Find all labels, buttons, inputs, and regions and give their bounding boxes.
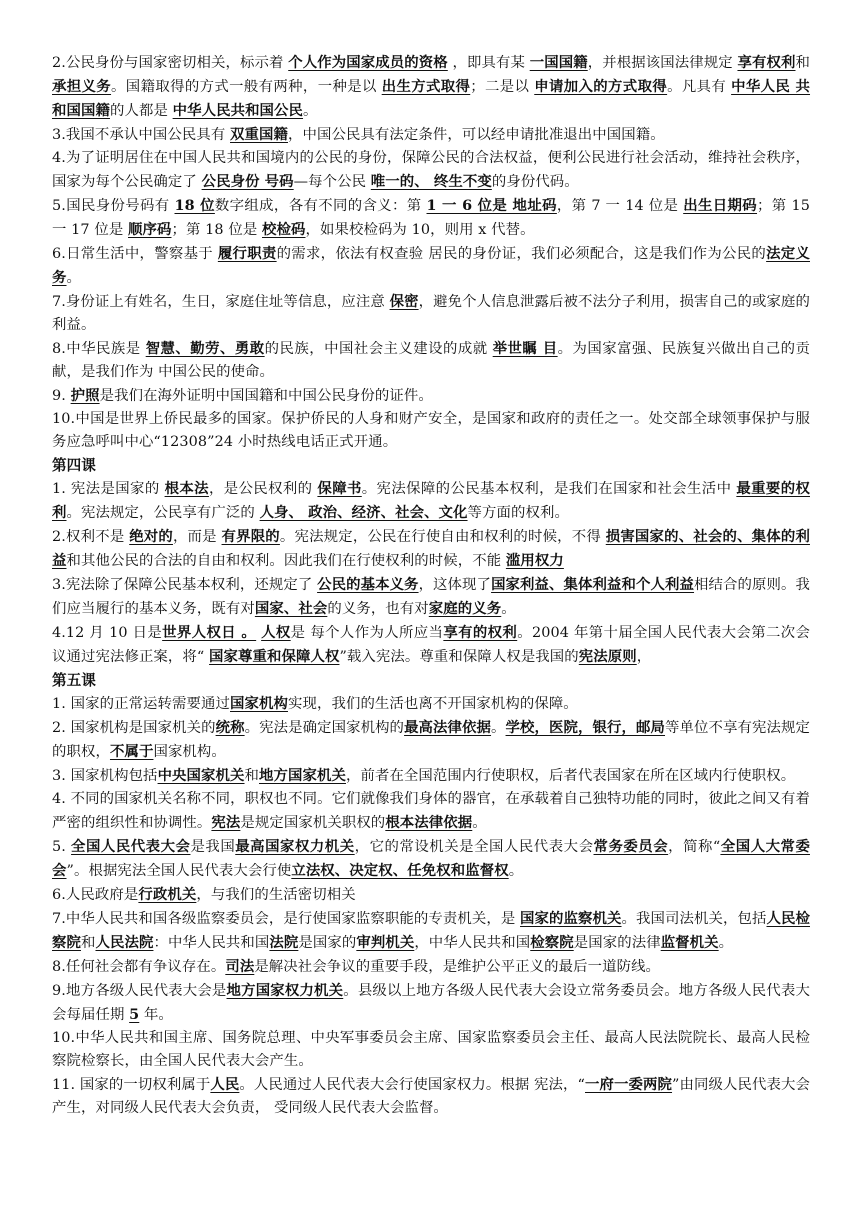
text-run: 。	[66, 270, 81, 286]
text-run: ，中华人民共和国	[414, 935, 531, 951]
text-run: ，与我们的生活密切相关	[196, 887, 356, 903]
numbered-paragraph	[52, 408, 810, 454]
text-run: 。宪法规定，公民在行使自由和权利的时候，不得	[279, 529, 606, 545]
text-run: 。	[491, 720, 506, 736]
keyword-underlined: 损害国家的、社会的、集体的利益	[52, 528, 810, 569]
text-run: 3.我国不承认中国公民具有	[52, 127, 231, 143]
keyword-underlined: 履行职责	[217, 245, 277, 262]
keyword-underlined: 申请加入的方式取得	[534, 78, 668, 95]
text-run: ，即具有某	[447, 55, 530, 71]
text-run: ，简称“	[668, 839, 721, 855]
text-run: ，是公民权利的	[208, 481, 318, 497]
text-run: 第五课	[52, 672, 96, 689]
text-run: 1. 宪法是国家的	[52, 481, 165, 497]
text-run: 实现，我们的生活也离不开国家机构的保障。	[287, 696, 578, 712]
numbered-paragraph	[52, 1027, 810, 1073]
text-run: ”载入宪法。尊重和保障人权是我国的	[339, 649, 579, 665]
keyword-underlined: 法定义务	[52, 245, 810, 286]
keyword-underlined: 立法权、决定权、任免权和监督权	[291, 862, 509, 879]
keyword-underlined: 智慧、勤劳、勇敢	[145, 340, 265, 357]
keyword-underlined: 全国人大常委会	[52, 838, 810, 879]
text-run: ”。根据宪法全国人民代表大会行使	[66, 863, 292, 879]
numbered-paragraph	[52, 692, 810, 716]
keyword-underlined: 最重要的权利	[52, 480, 810, 521]
numbered-paragraph	[52, 764, 810, 788]
text-run: 。国籍取得的方式一般有两种，一种是以	[111, 79, 382, 95]
keyword-underlined: 保障书	[317, 480, 362, 497]
text-run: 4.为了证明居住在中国人民共和国境内的公民的身份，保障公民的合法权益，便利公民进行社会活动，维持社会秩序，国家为每个公民确定了	[52, 150, 810, 190]
text-run: ；第 18 位是	[171, 222, 262, 238]
text-run: 1. 国家的正常运转需要通过	[52, 696, 231, 712]
keyword-underlined: 常务委员会	[593, 838, 669, 855]
text-run: 的需求，依法有权查验 居民的身份证，我们必须配合，这是我们作为公民的	[276, 246, 767, 262]
numbered-paragraph	[52, 573, 810, 621]
keyword-underlined: 承担义务	[52, 78, 112, 95]
text-run: 等单位不享有宪法规定的职权，	[52, 720, 810, 760]
keyword-underlined: 中华人民 共和国国籍	[52, 78, 811, 119]
keyword-underlined: 世界人权日 。	[162, 624, 257, 641]
keyword-underlined: 最高法律依据	[404, 719, 492, 736]
numbered-paragraph	[52, 1073, 810, 1120]
numbered-paragraph	[52, 477, 810, 525]
text-run: 。2004 年第十届全国人民代表大会第二次会议通过宪法修正案，将“	[52, 625, 810, 665]
text-run: 9.地方各级人民代表大会是	[52, 983, 227, 999]
text-run: 10.中国是世界上侨民最多的国家。保护侨民的人身和财产安全，是国家和政府的责任之一。处交部全球领事保护与服务应急呼叫中心“12308”24 小时热线电话正式开通。	[52, 411, 810, 450]
text-run: 2. 国家机构是国家机关的	[52, 720, 216, 736]
keyword-underlined: 保密	[389, 293, 419, 310]
keyword-underlined: 宪法原则	[578, 648, 637, 665]
keyword-underlined: 享有的权利	[443, 624, 518, 641]
text-run: 。	[472, 815, 487, 831]
text-run: 4. 不同的国家机关名称不同，职权也不同。它们就像我们身体的器官，在承载着自己独特功能的同时，彼此之间又有着严密的组织性和协调性。	[52, 791, 810, 831]
keyword-underlined: 享有权利	[737, 54, 796, 71]
text-run: 3.宪法除了保障公民基本权利，还规定了	[52, 577, 318, 593]
text-run: 和	[795, 55, 810, 71]
keyword-underlined: 校检码	[262, 221, 306, 238]
text-run: 的义务，也有对	[327, 601, 429, 617]
text-run: 。人民通过人民代表大会行使国家权力。根据 宪法，“	[239, 1077, 586, 1093]
text-run: 。宪法规定，公民享有广泛的	[66, 505, 260, 521]
keyword-underlined: 人权	[261, 624, 291, 641]
text-run: 的身份代码。	[491, 174, 579, 190]
text-run: 11. 国家的一切权利属于	[52, 1077, 211, 1093]
text-run: ，第 7 一 14 位是	[556, 198, 684, 214]
keyword-underlined: 国家、社会	[254, 600, 328, 617]
keyword-underlined: 全国人民代表大会	[71, 838, 191, 855]
text-run: 3. 国家机构包括	[52, 768, 158, 784]
keyword-underlined: 不属于	[109, 743, 154, 760]
text-run: 。	[501, 601, 516, 617]
text-run: 的人都是	[109, 103, 173, 119]
text-run: 。宪法保障的公民基本权利，是我们在国家和社会生活中	[361, 481, 737, 497]
keyword-underlined: 国家机构	[230, 695, 288, 712]
text-run: ，前者在全国范围内行使职权，后者代表国家在所在区域内行使职权。	[345, 768, 796, 784]
text-run: 4.12 月 10 日是	[52, 625, 163, 641]
keyword-underlined: 一府一委两院	[585, 1076, 673, 1093]
section-heading	[52, 454, 810, 477]
text-run: 年。	[139, 1007, 173, 1023]
text-run: 是我国	[190, 839, 236, 855]
text-run: 7.中华人民共和国各级监察委员会，是行使国家监察职能的专责机关，是	[52, 911, 521, 927]
text-run: ，	[636, 649, 652, 665]
text-run: ，避免个人信息泄露后被不法分子利用，损害自己的或家庭的利益。	[52, 294, 811, 333]
text-run: ，如果校检码为 10，则用 x 代替。	[305, 222, 535, 238]
keyword-underlined: 有界限的	[221, 528, 280, 545]
numbered-paragraph	[52, 835, 810, 883]
numbered-paragraph	[52, 955, 810, 979]
numbered-paragraph	[52, 290, 810, 337]
text-run: 。	[718, 935, 734, 951]
text-run: 5.	[52, 839, 72, 855]
numbered-paragraph	[52, 883, 810, 907]
text-run: —每个公民	[293, 174, 371, 190]
numbered-paragraph	[52, 147, 810, 194]
section-heading	[52, 669, 810, 692]
text-run: 数字组成，各有不同的含义：第	[214, 198, 427, 214]
keyword-underlined: 根本法律依据	[385, 814, 473, 831]
text-run: 和	[80, 935, 96, 951]
text-run: 。	[303, 103, 318, 119]
text-run: ，这体现了	[418, 577, 492, 593]
text-run: 相结合的原则。我们应当履行的基本义务，既有对	[52, 577, 811, 617]
keyword-underlined: 人民检察院	[52, 910, 810, 951]
text-run: 8.任何社会都有争议存在。	[52, 959, 226, 975]
text-run: 是解决社会争议的重要手段，是维护公平正义的最后一道防线。	[254, 959, 661, 975]
text-run: 。为国家富强、民族复兴做出自己的贡献，是我们作为 中国公民的使命。	[52, 341, 810, 380]
keyword-underlined: 唯一的、 终生不变	[370, 173, 492, 190]
keyword-underlined: 根本法	[164, 480, 209, 497]
text-run: ，而是	[172, 529, 222, 545]
text-run: ；第 15 一 17 位是	[52, 198, 811, 238]
text-run: 。	[508, 863, 524, 879]
text-run: 7.身份证上有姓名，生日，家庭住址等信息，应注意	[52, 294, 390, 310]
keyword-underlined: 公民身份 号码	[201, 173, 294, 190]
numbered-paragraph	[52, 788, 810, 835]
keyword-underlined: 滥用权力	[505, 552, 564, 569]
keyword-underlined: 统称	[215, 719, 245, 736]
keyword-underlined: 监督机关	[660, 934, 719, 951]
numbered-paragraph	[52, 384, 810, 408]
text-run: 等方面的权利。	[467, 505, 569, 521]
numbered-paragraph	[52, 716, 810, 764]
text-run: 是国家的法律	[573, 935, 661, 951]
keyword-underlined: 家庭的义务	[428, 600, 502, 617]
numbered-paragraph	[52, 51, 810, 123]
text-run: ，并根据该国法律规定	[587, 55, 738, 71]
text-run: 和	[244, 768, 260, 784]
text-run: 。县级以上地方各级人民代表大会设立常务委员会。地方各级人民代表大会每届任期	[52, 983, 810, 1023]
text-run: 第四课	[52, 457, 96, 474]
numbered-paragraph	[52, 242, 810, 290]
keyword-underlined: 人民	[210, 1076, 240, 1093]
keyword-underlined: 地方国家权力机关	[226, 982, 344, 999]
keyword-underlined: 中华人民共和国公民	[172, 102, 304, 119]
text-run: 是国家的	[298, 935, 357, 951]
keyword-underlined: 出生方式取得	[381, 78, 471, 95]
keyword-underlined: 个人作为国家成员的资格	[288, 54, 448, 71]
keyword-underlined: 中央国家机关	[157, 767, 245, 784]
keyword-underlined: 18 位	[174, 197, 215, 214]
keyword-underlined: 顺序码	[128, 221, 172, 238]
numbered-paragraph	[52, 337, 810, 384]
text-run: ：中华人民共和国	[153, 935, 270, 951]
keyword-underlined: 一国国籍	[529, 54, 588, 71]
keyword-underlined: 公民的基本义务	[317, 576, 419, 593]
keyword-underlined: 学校，医院，银行，邮局	[505, 719, 666, 736]
keyword-underlined: 出生日期码	[683, 197, 758, 214]
text-run: 。凡具有	[667, 79, 732, 95]
text-run: ”由同级人民代表大会产生，对同级人民代表大会负责， 受同级人民代表大会监督。	[52, 1077, 810, 1116]
keyword-underlined: 审判机关	[356, 934, 415, 951]
text-run: 和其他公民的合法的自由和权利。因此我们在行使权利的时候，不能	[66, 553, 506, 569]
keyword-underlined: 人民法院	[95, 934, 154, 951]
text-run: 8.中华民族是	[52, 341, 146, 357]
keyword-underlined: 司法	[225, 958, 255, 975]
keyword-underlined: 护照	[70, 387, 100, 404]
numbered-paragraph	[52, 979, 810, 1027]
text-run: 9.	[52, 388, 71, 404]
keyword-underlined: 双重国籍	[230, 126, 288, 143]
keyword-underlined: 国家的监察机关	[520, 910, 622, 927]
keyword-underlined: 国家利益、集体利益和个人利益	[491, 576, 695, 593]
text-run: 6.人民政府是	[52, 887, 139, 903]
keyword-underlined: 5	[129, 1006, 140, 1023]
keyword-underlined: 1 一 6 位是 地址码	[426, 197, 557, 214]
text-run: ，它的常设机关是全国人民代表大会	[354, 839, 594, 855]
text-run: 2.权利不是	[52, 529, 130, 545]
text-run: 的民族，中国社会主义建设的成就	[264, 341, 493, 357]
text-run: 。宪法是确定国家机构的	[244, 720, 405, 736]
text-run: 是规定国家机关职权的	[240, 815, 386, 831]
keyword-underlined: 宪法	[211, 814, 241, 831]
keyword-underlined: 国家尊重和保障人权	[209, 648, 340, 665]
numbered-paragraph	[52, 194, 810, 242]
text-run: 是 每个人作为人所应当	[290, 625, 444, 641]
numbered-paragraph	[52, 123, 810, 147]
text-run: ，中国公民具有法定条件，可以经申请批准退出中国国籍。	[287, 127, 665, 143]
text-run: 是我们在海外证明中国国籍和中国公民身份的证件。	[99, 388, 433, 404]
numbered-paragraph	[52, 907, 810, 955]
keyword-underlined: 最高国家权力机关	[235, 838, 355, 855]
keyword-underlined: 举世瞩 目	[492, 340, 558, 357]
keyword-underlined: 绝对的	[129, 528, 173, 545]
keyword-underlined: 法院	[269, 934, 299, 951]
text-run: 2.公民身份与国家密切相关，标示着	[52, 55, 289, 71]
text-run: 10.中华人民共和国主席、国务院总理、中央军事委员会主席、国家监察委员会主任、最高人民法院院长、最高人民检察院检察长，由全国人民代表大会产生。	[52, 1030, 810, 1069]
keyword-underlined: 行政机关	[138, 886, 197, 903]
text-run: 。我国司法机关，包括	[621, 911, 767, 927]
numbered-paragraph	[52, 525, 810, 573]
keyword-underlined: 检察院	[530, 934, 574, 951]
text-run: ；二是以	[470, 79, 535, 95]
text-run: 5.国民身份号码有	[52, 198, 175, 214]
text-run: 6.日常生活中，警察基于	[52, 246, 218, 262]
text-run: 国家机构。	[153, 744, 226, 760]
numbered-paragraph	[52, 621, 810, 669]
keyword-underlined: 人身、 政治、经济、社会、文化	[259, 504, 468, 521]
keyword-underlined: 地方国家机关	[259, 767, 346, 784]
